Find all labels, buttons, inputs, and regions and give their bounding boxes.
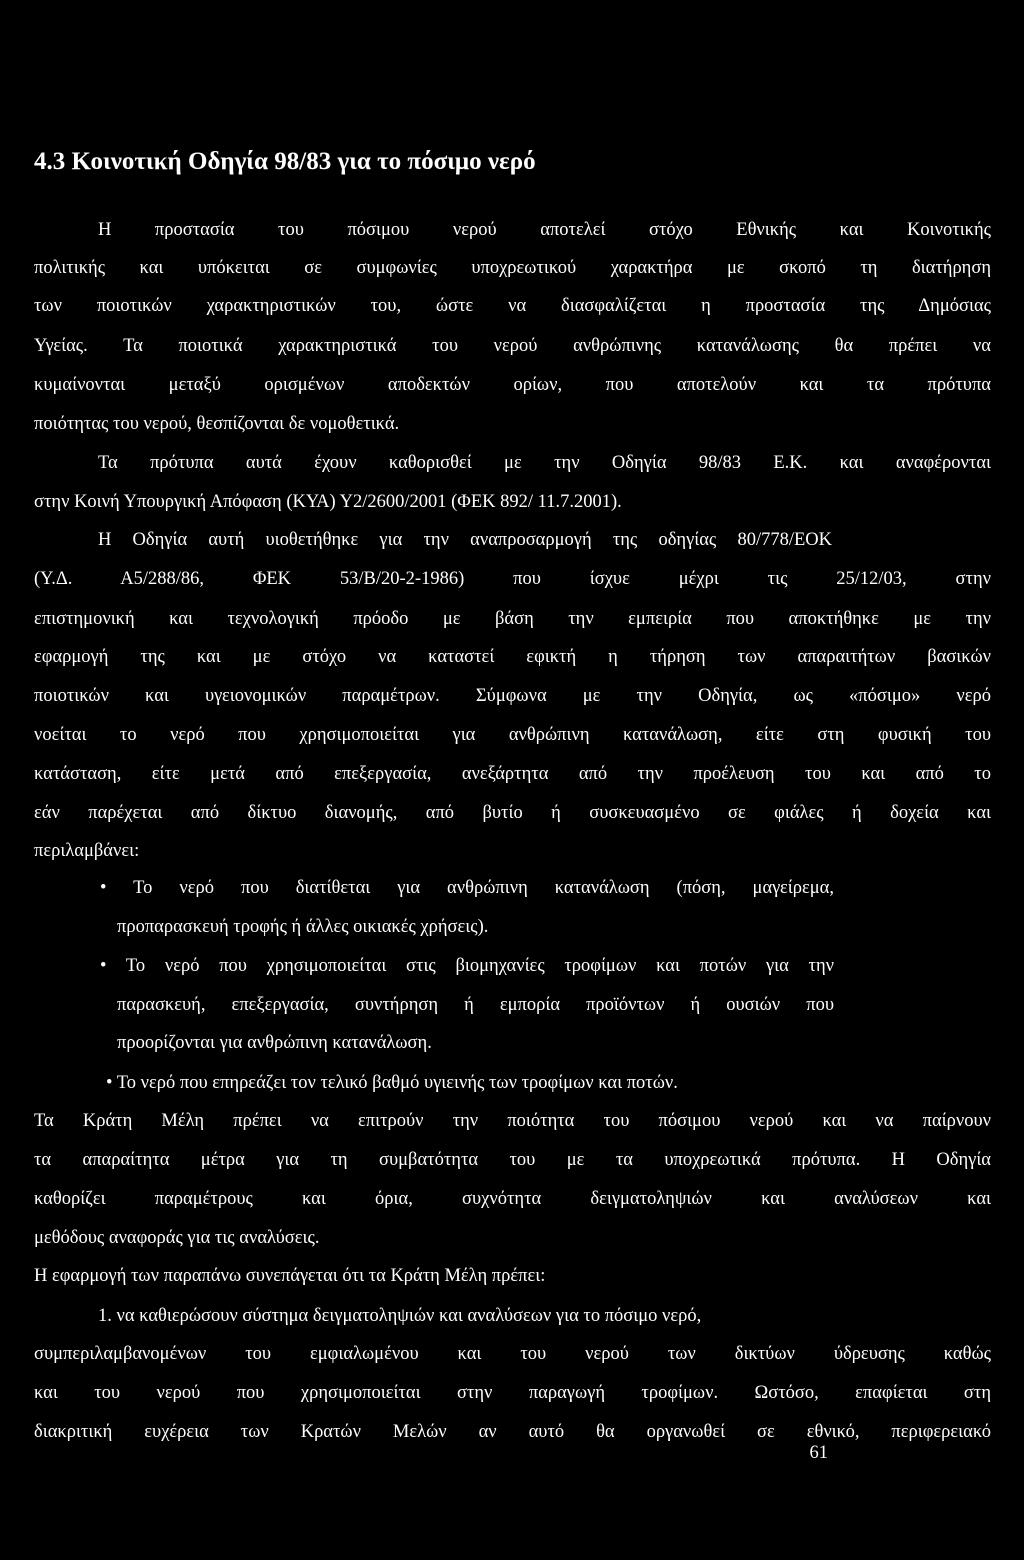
- text-line: κατάσταση, είτε μετά από επεξεργασία, ανεξάρτητα από την προέλευση του και από το: [34, 764, 991, 784]
- text-line: Υγείας. Τα ποιοτικά χαρακτηριστικά του νερού ανθρώπινης κατανάλωσης θα πρέπει να: [34, 336, 991, 356]
- text-line: μεθόδους αναφοράς για τις αναλύσεις.: [34, 1228, 320, 1248]
- text-line: παρασκευή, επεξεργασία, συντήρηση ή εμπορία προϊόντων ή ουσιών που: [117, 995, 834, 1015]
- text-line: Η Οδηγία αυτή υιοθετήθηκε για την αναπροσαρμογή της οδηγίας 80/778/ΕΟΚ: [98, 530, 832, 550]
- text-line: και του νερού που χρησιμοποιείται στην παραγωγή τροφίμων. Ωστόσο, επαφίεται στη: [34, 1383, 991, 1403]
- text-line: πολιτικής και υπόκειται σε συμφωνίες υποχρεωτικού χαρακτήρα με σκοπό τη διατήρηση: [34, 258, 991, 278]
- text-line: συμπεριλαμβανομένων του εμφιαλωμένου και του νερού των δικτύων ύδρευσης καθώς: [34, 1344, 991, 1364]
- text-line: διακριτική ευχέρεια των Κρατών Μελών αν αυτό θα οργανωθεί σε εθνικό, περιφερειακό: [34, 1422, 991, 1442]
- text-line: ποιότητας του νερού, θεσπίζονται δε νομοθετικά.: [34, 414, 400, 434]
- text-line: νοείται το νερό που χρησιμοποιείται για ανθρώπινη κατανάλωση, είτε στη φυσική του: [34, 725, 991, 745]
- section-heading: 4.3 Κοινοτική Οδηγία 98/83 για το πόσιμο νερό: [34, 148, 536, 175]
- numbered-item: 1. να καθιερώσουν σύστημα δειγματοληψιών και αναλύσεων για το πόσιμο νερό,: [98, 1306, 702, 1326]
- text-line: προορίζονται για ανθρώπινη κατανάλωση.: [117, 1033, 432, 1053]
- list-item: • Το νερό που χρησιμοποιείται στις βιομηχανίες τροφίμων και ποτών για την: [100, 956, 834, 976]
- text-line: (Υ.Δ. Α5/288/86, ΦΕΚ 53/Β/20-2-1986) που ίσχυε μέχρι τις 25/12/03, στην: [34, 569, 991, 589]
- text-line: περιλαμβάνει:: [34, 841, 140, 861]
- text-line: εφαρμογή της και με στόχο να καταστεί εφικτή η τήρηση των απαραιτήτων βασικών: [34, 647, 991, 667]
- text-line: ποιοτικών και υγειονομικών παραμέτρων. Σύμφωνα με την Οδηγία, ως «πόσιμο» νερό: [34, 686, 991, 706]
- text-line: Η προστασία του πόσιμου νερού αποτελεί στόχο Εθνικής και Κοινοτικής: [98, 220, 991, 240]
- text-line: Η εφαρμογή των παραπάνω συνεπάγεται ότι τα Κράτη Μέλη πρέπει:: [34, 1266, 546, 1286]
- text-line: στην Κοινή Υπουργική Απόφαση (ΚΥΑ) Υ2/2600/2001 (ΦΕΚ 892/ 11.7.2001).: [34, 492, 622, 512]
- list-item: • Το νερό που διατίθεται για ανθρώπινη κατανάλωση (πόση, μαγείρεμα,: [100, 878, 834, 898]
- page-number: 61: [809, 1443, 828, 1463]
- text-line: καθορίζει παραμέτρους και όρια, συχνότητα δειγματοληψιών και αναλύσεων και: [34, 1189, 991, 1209]
- text-line: τα απαραίτητα μέτρα για τη συμβατότητα του με τα υποχρεωτικά πρότυπα. Η Οδηγία: [34, 1150, 991, 1170]
- text-line: Τα Κράτη Μέλη πρέπει να επιτρούν την ποιότητα του πόσιμου νερού και να παίρνουν: [34, 1111, 991, 1131]
- list-item: • Το νερό που επηρεάζει τον τελικό βαθμό υγιεινής των τροφίμων και ποτών.: [106, 1073, 678, 1093]
- text-line: προπαρασκευή τροφής ή άλλες οικιακές χρήσεις).: [117, 917, 489, 937]
- text-line: των ποιοτικών χαρακτηριστικών του, ώστε να διασφαλίζεται η προστασία της Δημόσιας: [34, 296, 991, 316]
- text-line: επιστημονική και τεχνολογική πρόοδο με βάση την εμπειρία που αποκτήθηκε με την: [34, 609, 991, 629]
- text-line: Τα πρότυπα αυτά έχουν καθορισθεί με την Οδηγία 98/83 Ε.Κ. και αναφέρονται: [98, 453, 991, 473]
- text-line: εάν παρέχεται από δίκτυο διανομής, από βυτίο ή συσκευασμένο σε φιάλες ή δοχεία και: [34, 803, 991, 823]
- text-line: κυμαίνονται μεταξύ ορισμένων αποδεκτών ορίων, που αποτελούν και τα πρότυπα: [34, 375, 991, 395]
